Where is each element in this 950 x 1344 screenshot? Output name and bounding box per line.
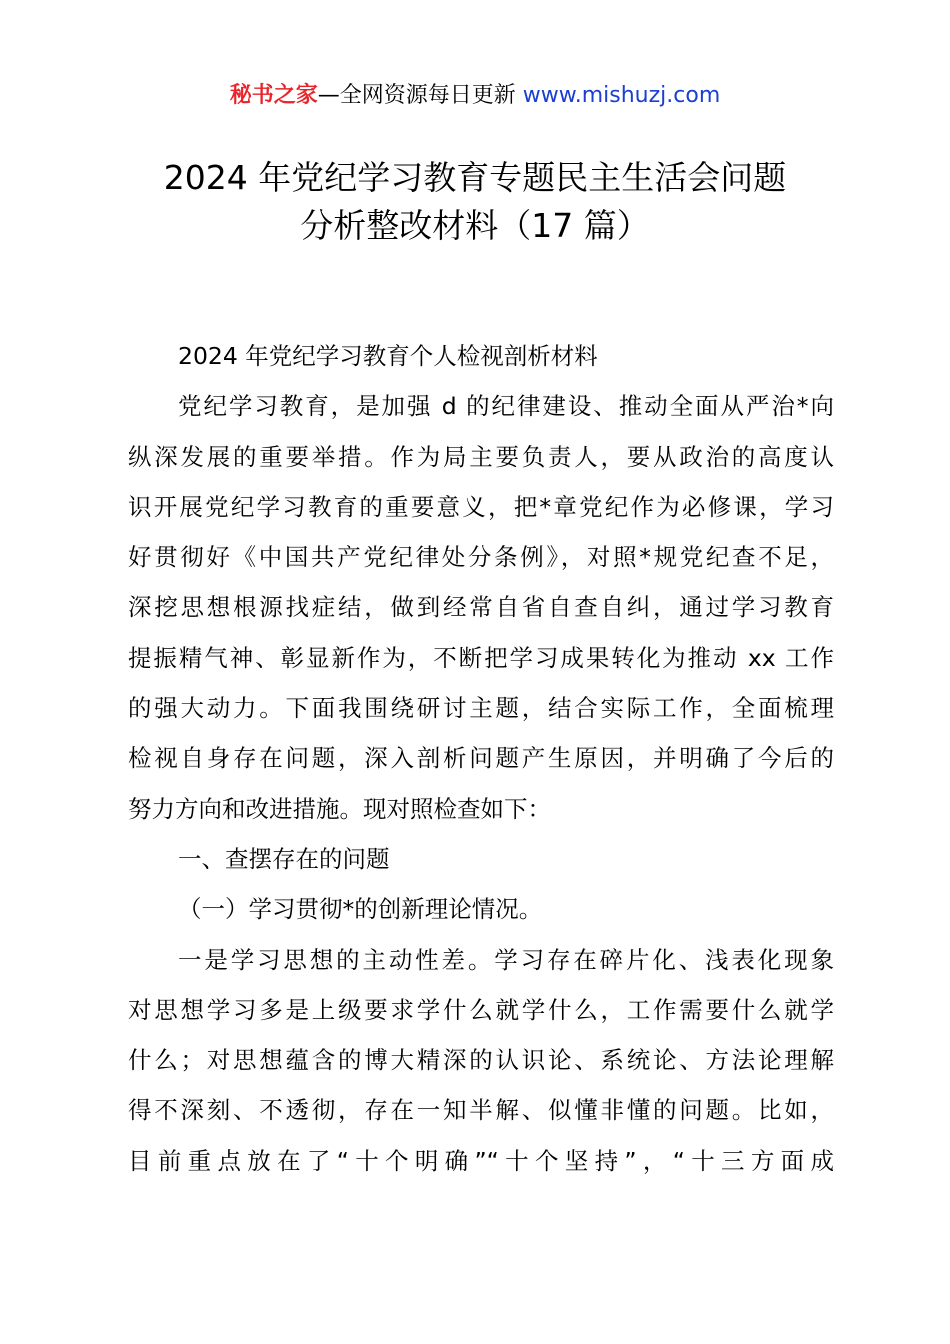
section-heading: 一、查摆存在的问题 (178, 844, 390, 873)
paragraph-line: 纵深发展的重要举措。作为局主要负责人，要从政治的高度认 (128, 442, 834, 471)
site-url-link[interactable]: www.mishuzj.com (522, 83, 721, 108)
paragraph-line: 对思想学习多是上级要求学什么就学什么，工作需要什么就学 (128, 995, 834, 1024)
document-body (128, 331, 834, 1186)
paragraph-line: 努力方向和改进措施。现对照检查如下： (128, 794, 551, 823)
site-header (0, 80, 950, 112)
paragraph-line: 提振精气神、彰显新作为，不断把学习成果转化为推动 xx 工作 (128, 643, 834, 672)
subsection-heading: （一）学习贯彻*的创新理论情况。 (178, 895, 543, 924)
title-line-2: 分析整改材料（17 篇） (300, 206, 650, 245)
paragraph-line: 的强大动力。下面我围绕研讨主题，结合实际工作，全面梳理 (128, 694, 834, 723)
paragraph-line: 一是学习思想的主动性差。学习存在碎片化、浅表化现象 (178, 945, 834, 974)
paragraph-line: 得不深刻、不透彻，存在一知半解、似懂非懂的问题。比如， (128, 1096, 834, 1125)
paragraph-line: 好贯彻好《中国共产党纪律处分条例》，对照*规党纪查不足， (128, 543, 834, 572)
paragraph-line: 党纪学习教育，是加强 d 的纪律建设、推动全面从严治*向 (178, 392, 834, 421)
paragraph-line: 深挖思想根源找症结，做到经常自省自查自纠，通过学习教育 (128, 593, 834, 622)
paragraph-line: 目前重点放在了“十个明确”“十个坚持”，“十三方面成 (128, 1146, 834, 1175)
document-title (110, 154, 840, 250)
title-line-1: 2024 年党纪学习教育专题民主生活会问题 (163, 158, 787, 197)
paragraph-line: 检视自身存在问题，深入剖析问题产生原因，并明确了今后的 (128, 744, 834, 773)
paragraph-line: 什么；对思想蕴含的博大精深的认识论、系统论、方法论理解 (128, 1046, 834, 1075)
section-heading: 2024 年党纪学习教育个人检视剖析材料 (178, 342, 598, 370)
site-name: 秘书之家 (229, 83, 318, 108)
site-tagline: —全网资源每日更新 (317, 83, 516, 108)
paragraph-line: 识开展党纪学习教育的重要意义，把*章党纪作为必修课，学习 (128, 492, 834, 521)
